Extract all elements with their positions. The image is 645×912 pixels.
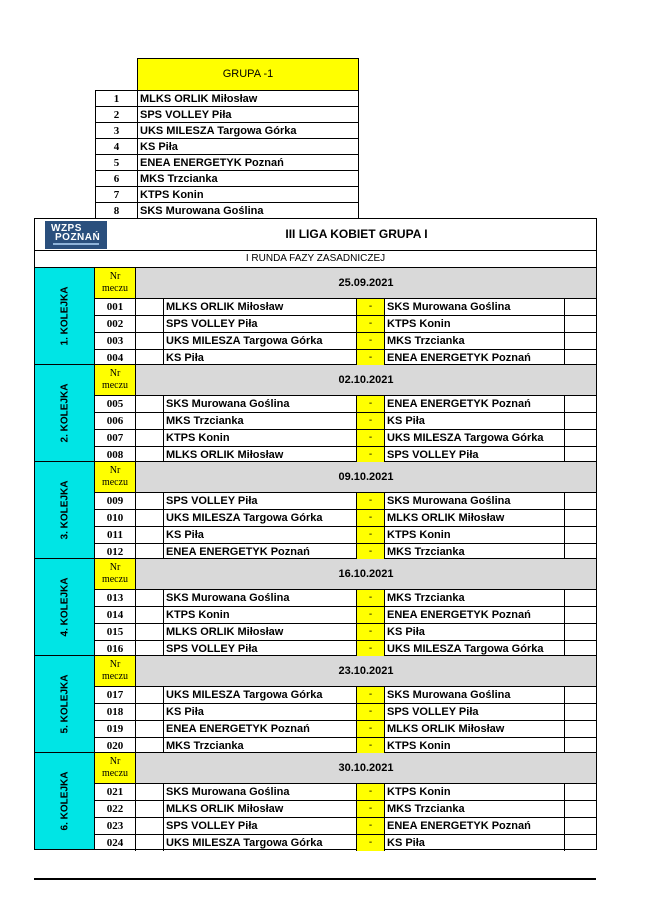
match-row bbox=[95, 590, 596, 607]
match-number: 021 bbox=[95, 784, 136, 800]
match-row bbox=[95, 447, 596, 463]
empty-cell bbox=[136, 704, 164, 720]
round-label-cell bbox=[35, 656, 95, 752]
empty-cell bbox=[136, 510, 164, 526]
away-team: MLKS ORLIK Miłosław bbox=[385, 510, 565, 526]
empty-cell bbox=[565, 430, 596, 446]
round-header bbox=[95, 462, 596, 493]
empty-cell bbox=[136, 738, 164, 754]
match-row bbox=[95, 396, 596, 413]
away-team: MKS Trzcianka bbox=[385, 333, 565, 349]
away-team: SKS Murowana Goślina bbox=[385, 493, 565, 509]
away-team: ENEA ENERGETYK Poznań bbox=[385, 396, 565, 412]
match-number: 003 bbox=[95, 333, 136, 349]
away-team: KTPS Konin bbox=[385, 316, 565, 332]
match-row bbox=[95, 607, 596, 624]
group-team-number: 5 bbox=[96, 155, 138, 171]
match-row bbox=[95, 641, 596, 657]
meczu-label: meczu bbox=[101, 671, 129, 682]
empty-cell bbox=[136, 801, 164, 817]
match-row bbox=[95, 413, 596, 430]
group-row bbox=[96, 203, 359, 219]
match-separator: - bbox=[357, 544, 385, 560]
round-label: 2. KOLEJKA bbox=[59, 383, 70, 443]
match-number: 002 bbox=[95, 316, 136, 332]
round-header bbox=[95, 268, 596, 299]
match-number: 022 bbox=[95, 801, 136, 817]
match-separator: - bbox=[357, 687, 385, 703]
empty-cell bbox=[136, 447, 164, 463]
logo-text-top: WZPS bbox=[51, 222, 82, 234]
match-number: 012 bbox=[95, 544, 136, 560]
wzps-logo bbox=[45, 221, 107, 249]
away-team: MKS Trzcianka bbox=[385, 544, 565, 560]
match-row bbox=[95, 738, 596, 754]
away-team: MLKS ORLIK Miłosław bbox=[385, 721, 565, 737]
away-team: KTPS Konin bbox=[385, 784, 565, 800]
away-team: ENEA ENERGETYK Poznań bbox=[385, 607, 565, 623]
round-block bbox=[35, 656, 596, 753]
match-number-header bbox=[95, 656, 136, 686]
match-separator: - bbox=[357, 590, 385, 606]
nr-label: Nr bbox=[109, 368, 121, 379]
home-team: MLKS ORLIK Miłosław bbox=[164, 299, 357, 315]
match-separator: - bbox=[357, 413, 385, 429]
nr-label: Nr bbox=[109, 465, 121, 476]
group-team-name: KS Piła bbox=[138, 139, 359, 155]
empty-cell bbox=[136, 641, 164, 657]
home-team: MKS Trzcianka bbox=[164, 413, 357, 429]
empty-cell bbox=[136, 316, 164, 332]
group-row bbox=[96, 91, 359, 107]
match-separator: - bbox=[357, 784, 385, 800]
round-body bbox=[95, 365, 596, 461]
group-team-number: 3 bbox=[96, 123, 138, 139]
round-body bbox=[95, 268, 596, 364]
away-team: UKS MILESZA Targowa Górka bbox=[385, 641, 565, 657]
empty-cell bbox=[565, 835, 596, 851]
empty-cell bbox=[136, 687, 164, 703]
away-team: KTPS Konin bbox=[385, 738, 565, 754]
match-separator: - bbox=[357, 835, 385, 851]
group-team-name: MLKS ORLIK Miłosław bbox=[138, 91, 359, 107]
round-block bbox=[35, 365, 596, 462]
logo-cell bbox=[35, 219, 117, 250]
match-separator: - bbox=[357, 350, 385, 366]
logo-text-bottom: POZNAŃ bbox=[55, 231, 101, 243]
match-number-header bbox=[95, 462, 136, 492]
empty-cell bbox=[565, 493, 596, 509]
group-team-number: 4 bbox=[96, 139, 138, 155]
round-label: 4. KOLEJKA bbox=[59, 577, 70, 637]
home-team: KS Piła bbox=[164, 350, 357, 366]
away-team: KS Piła bbox=[385, 624, 565, 640]
meczu-label: meczu bbox=[101, 768, 129, 779]
match-number: 011 bbox=[95, 527, 136, 543]
empty-cell bbox=[565, 447, 596, 463]
match-row bbox=[95, 801, 596, 818]
home-team: KS Piła bbox=[164, 527, 357, 543]
match-row bbox=[95, 350, 596, 366]
empty-cell bbox=[565, 350, 596, 366]
away-team: KS Piła bbox=[385, 413, 565, 429]
nr-label: Nr bbox=[109, 756, 121, 767]
group-row bbox=[96, 107, 359, 123]
round-header bbox=[95, 559, 596, 590]
home-team: KTPS Konin bbox=[164, 430, 357, 446]
match-number: 016 bbox=[95, 641, 136, 657]
empty-cell bbox=[136, 624, 164, 640]
round-header bbox=[95, 753, 596, 784]
empty-cell bbox=[565, 704, 596, 720]
home-team: KS Piła bbox=[164, 704, 357, 720]
match-number-header bbox=[95, 268, 136, 298]
home-team: ENEA ENERGETYK Poznań bbox=[164, 721, 357, 737]
empty-cell bbox=[565, 607, 596, 623]
empty-cell bbox=[565, 510, 596, 526]
empty-cell bbox=[565, 801, 596, 817]
round-label: 6. KOLEJKA bbox=[59, 771, 70, 831]
home-team: SKS Murowana Goślina bbox=[164, 784, 357, 800]
match-number: 020 bbox=[95, 738, 136, 754]
match-number-header bbox=[95, 365, 136, 395]
footer-divider bbox=[34, 878, 596, 880]
home-team: SPS VOLLEY Piła bbox=[164, 818, 357, 834]
match-number: 015 bbox=[95, 624, 136, 640]
match-number-header bbox=[95, 753, 136, 783]
league-title: III LIGA KOBIET GRUPA I bbox=[285, 227, 428, 241]
empty-cell bbox=[136, 493, 164, 509]
round-label: 5. KOLEJKA bbox=[59, 674, 70, 734]
group-team-name: ENEA ENERGETYK Poznań bbox=[138, 155, 359, 171]
match-row bbox=[95, 493, 596, 510]
match-separator: - bbox=[357, 801, 385, 817]
rounds-container bbox=[35, 268, 596, 849]
home-team: SPS VOLLEY Piła bbox=[164, 641, 357, 657]
match-number: 014 bbox=[95, 607, 136, 623]
group-table bbox=[95, 58, 359, 219]
meczu-label: meczu bbox=[101, 477, 129, 488]
group-team-name: UKS MILESZA Targowa Górka bbox=[138, 123, 359, 139]
group-team-number: 6 bbox=[96, 171, 138, 187]
round-label-cell bbox=[35, 365, 95, 461]
match-row bbox=[95, 430, 596, 447]
empty-cell bbox=[565, 784, 596, 800]
round-header bbox=[95, 656, 596, 687]
match-number: 005 bbox=[95, 396, 136, 412]
home-team: SKS Murowana Goślina bbox=[164, 396, 357, 412]
round-label: 1. KOLEJKA bbox=[59, 286, 70, 346]
home-team: UKS MILESZA Targowa Górka bbox=[164, 333, 357, 349]
group-team-name: SKS Murowana Goślina bbox=[138, 203, 359, 219]
match-number: 013 bbox=[95, 590, 136, 606]
round-date: 02.10.2021 bbox=[136, 365, 596, 395]
empty-cell bbox=[565, 818, 596, 834]
group-team-number: 2 bbox=[96, 107, 138, 123]
empty-cell bbox=[136, 818, 164, 834]
home-team: ENEA ENERGETYK Poznań bbox=[164, 544, 357, 560]
group-team-number: 7 bbox=[96, 187, 138, 203]
round-block bbox=[35, 559, 596, 656]
meczu-label: meczu bbox=[101, 283, 129, 294]
empty-cell bbox=[136, 544, 164, 560]
empty-cell bbox=[136, 527, 164, 543]
empty-cell bbox=[565, 738, 596, 754]
home-team: UKS MILESZA Targowa Górka bbox=[164, 835, 357, 851]
logo-underline bbox=[53, 243, 99, 245]
group-team-number: 8 bbox=[96, 203, 138, 219]
match-separator: - bbox=[357, 316, 385, 332]
match-number: 010 bbox=[95, 510, 136, 526]
match-row bbox=[95, 510, 596, 527]
round-block bbox=[35, 268, 596, 365]
round-label-cell bbox=[35, 268, 95, 364]
match-row bbox=[95, 721, 596, 738]
match-separator: - bbox=[357, 818, 385, 834]
away-team: MKS Trzcianka bbox=[385, 801, 565, 817]
match-number: 007 bbox=[95, 430, 136, 446]
match-row bbox=[95, 818, 596, 835]
nr-label: Nr bbox=[109, 562, 121, 573]
home-team: MKS Trzcianka bbox=[164, 738, 357, 754]
round-body bbox=[95, 559, 596, 655]
match-separator: - bbox=[357, 624, 385, 640]
meczu-label: meczu bbox=[101, 574, 129, 585]
round-body bbox=[95, 462, 596, 558]
match-separator: - bbox=[357, 447, 385, 463]
match-separator: - bbox=[357, 396, 385, 412]
group-row bbox=[96, 171, 359, 187]
match-row bbox=[95, 624, 596, 641]
round-block bbox=[35, 753, 596, 849]
empty-cell bbox=[136, 835, 164, 851]
match-number: 008 bbox=[95, 447, 136, 463]
empty-cell bbox=[565, 413, 596, 429]
empty-cell bbox=[565, 590, 596, 606]
away-team: SKS Murowana Goślina bbox=[385, 687, 565, 703]
away-team: ENEA ENERGETYK Poznań bbox=[385, 350, 565, 366]
away-team: MKS Trzcianka bbox=[385, 590, 565, 606]
home-team: MLKS ORLIK Miłosław bbox=[164, 801, 357, 817]
nr-label: Nr bbox=[109, 271, 121, 282]
match-row bbox=[95, 316, 596, 333]
match-separator: - bbox=[357, 721, 385, 737]
match-separator: - bbox=[357, 333, 385, 349]
round-header bbox=[95, 365, 596, 396]
away-team: KS Piła bbox=[385, 835, 565, 851]
match-row bbox=[95, 527, 596, 544]
match-number: 018 bbox=[95, 704, 136, 720]
empty-cell bbox=[565, 641, 596, 657]
empty-cell bbox=[136, 784, 164, 800]
away-team: SPS VOLLEY Piła bbox=[385, 447, 565, 463]
match-separator: - bbox=[357, 641, 385, 657]
group-row bbox=[96, 123, 359, 139]
round-body bbox=[95, 656, 596, 752]
round-date: 30.10.2021 bbox=[136, 753, 596, 783]
match-row bbox=[95, 784, 596, 801]
group-team-name: SPS VOLLEY Piła bbox=[138, 107, 359, 123]
home-team: SPS VOLLEY Piła bbox=[164, 493, 357, 509]
match-number: 009 bbox=[95, 493, 136, 509]
home-team: KTPS Konin bbox=[164, 607, 357, 623]
match-number: 006 bbox=[95, 413, 136, 429]
empty-cell bbox=[565, 687, 596, 703]
match-row bbox=[95, 687, 596, 704]
empty-cell bbox=[136, 396, 164, 412]
empty-cell bbox=[136, 299, 164, 315]
match-row bbox=[95, 333, 596, 350]
meczu-label: meczu bbox=[101, 380, 129, 391]
empty-cell bbox=[565, 721, 596, 737]
empty-cell bbox=[136, 350, 164, 366]
group-header-row bbox=[96, 59, 359, 91]
group-team-name: KTPS Konin bbox=[138, 187, 359, 203]
empty-cell bbox=[136, 590, 164, 606]
round-label-cell bbox=[35, 462, 95, 558]
round-body bbox=[95, 753, 596, 849]
match-row bbox=[95, 704, 596, 721]
match-number: 001 bbox=[95, 299, 136, 315]
home-team: SPS VOLLEY Piła bbox=[164, 316, 357, 332]
match-separator: - bbox=[357, 299, 385, 315]
empty-cell bbox=[136, 430, 164, 446]
match-row bbox=[95, 544, 596, 560]
away-team: SPS VOLLEY Piła bbox=[385, 704, 565, 720]
group-row bbox=[96, 155, 359, 171]
match-separator: - bbox=[357, 527, 385, 543]
match-separator: - bbox=[357, 607, 385, 623]
nr-label: Nr bbox=[109, 659, 121, 670]
away-team: ENEA ENERGETYK Poznań bbox=[385, 818, 565, 834]
round-date: 23.10.2021 bbox=[136, 656, 596, 686]
match-row bbox=[95, 835, 596, 851]
schedule-table bbox=[34, 218, 597, 850]
empty-cell bbox=[136, 721, 164, 737]
group-title: GRUPA -1 bbox=[138, 59, 359, 91]
away-team: KTPS Konin bbox=[385, 527, 565, 543]
match-separator: - bbox=[357, 704, 385, 720]
round-label-cell bbox=[35, 559, 95, 655]
empty-cell bbox=[565, 624, 596, 640]
round-label: 3. KOLEJKA bbox=[59, 480, 70, 540]
empty-cell bbox=[565, 527, 596, 543]
away-team: SKS Murowana Goślina bbox=[385, 299, 565, 315]
home-team: MLKS ORLIK Miłosław bbox=[164, 447, 357, 463]
match-number-header bbox=[95, 559, 136, 589]
round-date: 25.09.2021 bbox=[136, 268, 596, 298]
group-row bbox=[96, 187, 359, 203]
match-separator: - bbox=[357, 430, 385, 446]
home-team: UKS MILESZA Targowa Górka bbox=[164, 687, 357, 703]
home-team: MLKS ORLIK Miłosław bbox=[164, 624, 357, 640]
round-label-cell bbox=[35, 753, 95, 849]
group-team-number: 1 bbox=[96, 91, 138, 107]
empty-cell bbox=[565, 333, 596, 349]
home-team: UKS MILESZA Targowa Górka bbox=[164, 510, 357, 526]
match-number: 023 bbox=[95, 818, 136, 834]
empty-cell bbox=[136, 333, 164, 349]
match-number: 004 bbox=[95, 350, 136, 366]
empty-cell bbox=[565, 316, 596, 332]
empty-cell bbox=[565, 396, 596, 412]
round-date: 09.10.2021 bbox=[136, 462, 596, 492]
match-number: 024 bbox=[95, 835, 136, 851]
match-row bbox=[95, 299, 596, 316]
home-team: SKS Murowana Goślina bbox=[164, 590, 357, 606]
schedule-header bbox=[35, 219, 596, 251]
match-number: 017 bbox=[95, 687, 136, 703]
round-block bbox=[35, 462, 596, 559]
match-separator: - bbox=[357, 510, 385, 526]
empty-cell bbox=[565, 299, 596, 315]
empty-cell bbox=[136, 413, 164, 429]
away-team: UKS MILESZA Targowa Górka bbox=[385, 430, 565, 446]
group-team-name: MKS Trzcianka bbox=[138, 171, 359, 187]
group-row bbox=[96, 139, 359, 155]
empty-cell bbox=[565, 544, 596, 560]
round-phase-subtitle: I RUNDA FAZY ZASADNICZEJ bbox=[35, 251, 596, 268]
match-number: 019 bbox=[95, 721, 136, 737]
match-separator: - bbox=[357, 493, 385, 509]
empty-cell bbox=[136, 607, 164, 623]
round-date: 16.10.2021 bbox=[136, 559, 596, 589]
match-separator: - bbox=[357, 738, 385, 754]
group-header-blank bbox=[96, 59, 138, 91]
